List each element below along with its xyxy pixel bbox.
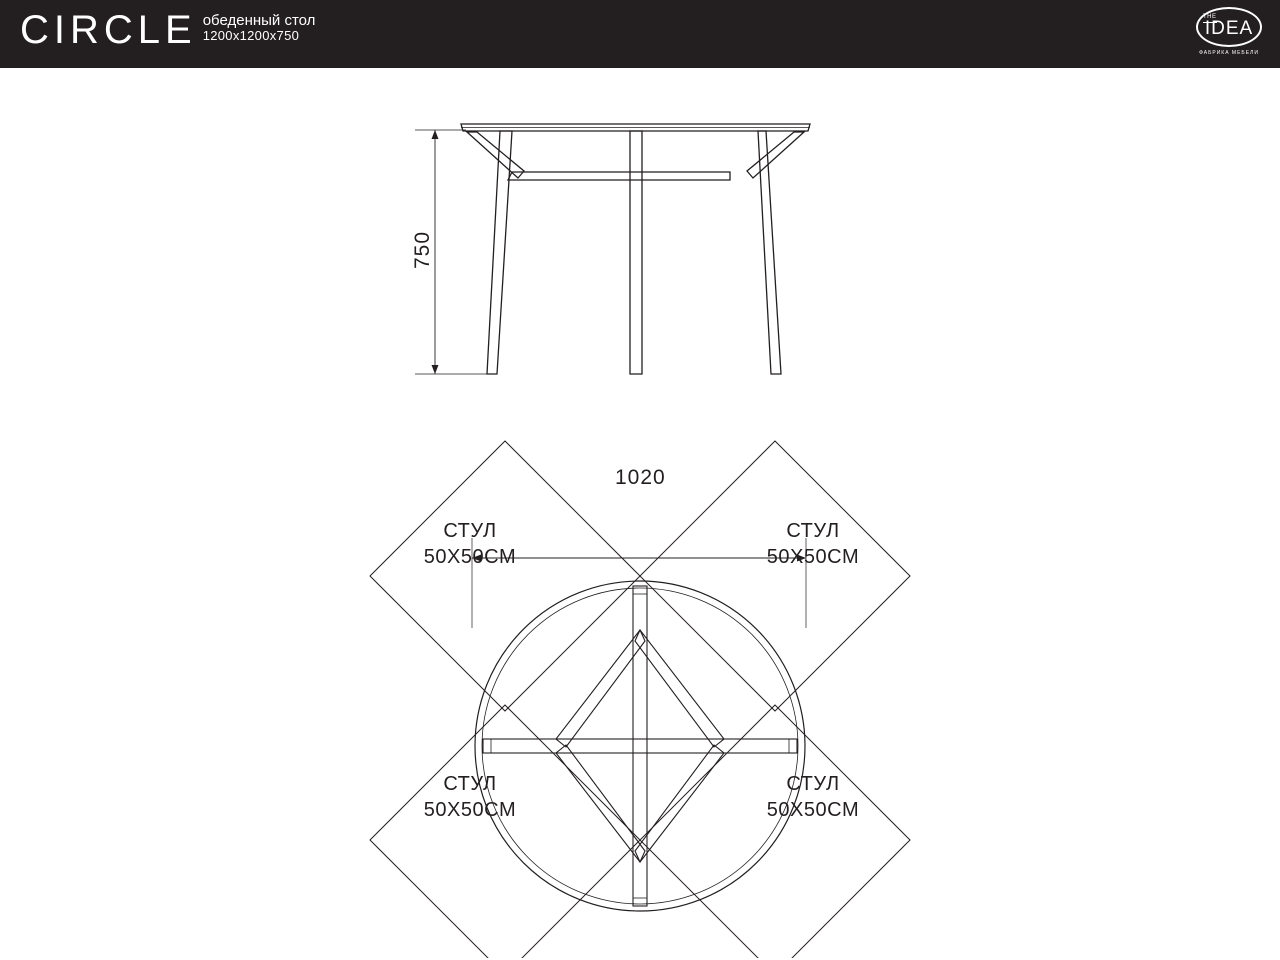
chair-name-top-right: СТУЛ (786, 520, 840, 542)
leg-right (758, 131, 781, 374)
stretcher-horizontal (508, 172, 730, 180)
brace-lower-right (635, 745, 724, 862)
chair-label-top-left (410, 518, 530, 570)
product-type-label: обеденный стол (202, 12, 316, 29)
header-subtitle-block (203, 13, 316, 43)
logo-the-label: THE (1203, 14, 1217, 23)
chair-size-top-right: 50X50CM (766, 546, 860, 568)
brace-lower-left (556, 745, 645, 862)
chair-outline-top-right (640, 441, 910, 711)
brand-logo (1196, 7, 1262, 61)
logo-idea-label: IDEA (1204, 18, 1254, 39)
brace-right (747, 132, 804, 178)
brace-upper-left (556, 630, 645, 747)
chair-name-bottom-left: СТУЛ (443, 773, 497, 795)
logo-oval-shape (1196, 7, 1262, 47)
logo-caption-label: ФАБРИКА МЕБЕЛИ (1199, 50, 1259, 56)
page-title: CIRCLE (20, 8, 197, 52)
product-dimensions-label: 1200x1200x750 (202, 28, 300, 43)
base-member-horizontal (483, 739, 797, 753)
width-dimension-label: 1020 (615, 466, 666, 489)
side-elevation-view (0, 68, 1280, 398)
chair-name-top-left: СТУЛ (443, 520, 497, 542)
chair-size-top-left: 50X50CM (423, 546, 517, 568)
chair-name-bottom-right: СТУЛ (786, 773, 840, 795)
leg-left (487, 131, 512, 374)
base-member-vertical (633, 586, 647, 906)
header-title-block (20, 6, 315, 54)
height-dimension-label: 750 (411, 230, 435, 270)
chair-label-bottom-left (410, 771, 530, 823)
brace-left (467, 132, 524, 178)
chair-outline-bottom-right (640, 705, 910, 958)
chair-size-bottom-left: 50X50CM (423, 799, 517, 821)
technical-drawing (0, 68, 1280, 960)
chair-outline-top-left (370, 441, 640, 711)
chair-size-bottom-right: 50X50CM (766, 799, 860, 821)
brace-upper-right (635, 630, 724, 747)
chair-label-bottom-right (753, 771, 873, 823)
page-header (0, 0, 1280, 68)
chair-outline-bottom-left (370, 705, 640, 958)
side-view-geometry (461, 124, 810, 374)
base-structure (483, 586, 797, 906)
leg-center (630, 131, 642, 374)
chair-label-top-right (753, 518, 873, 570)
tabletop-circle-inner (482, 588, 798, 904)
